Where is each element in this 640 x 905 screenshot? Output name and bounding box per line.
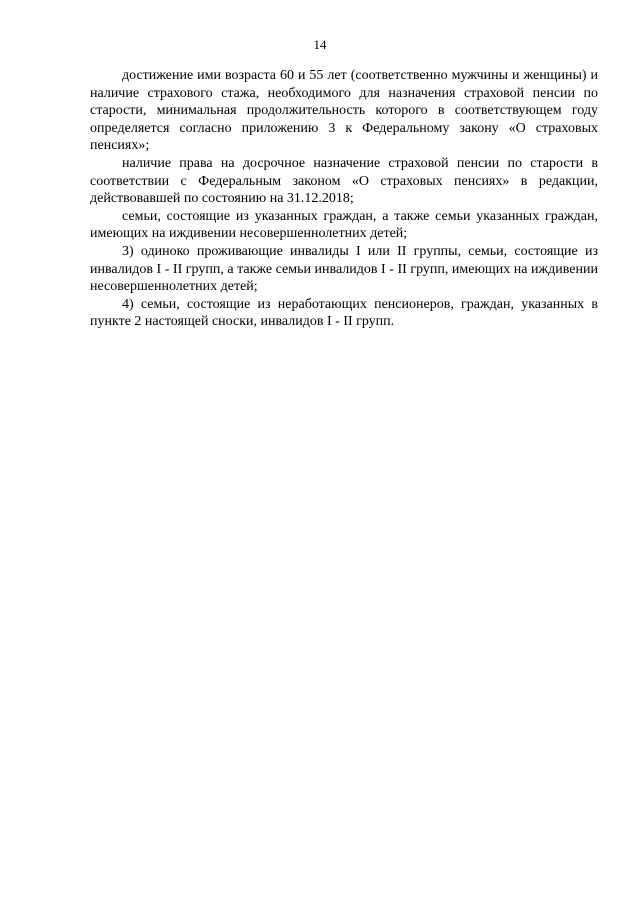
paragraph-age-and-insurance-record: достижение ими возраста 60 и 55 лет (соответственно мужчины и женщины) и наличие страхового стажа, необходимого для назначения страховой пенсии по старости, минимальная продолжительность которого в соответствующем году определяется согласно приложению 3 к Федеральному закону «О страховых пенсиях»; [90, 68, 598, 154]
paragraph-item-4-pensioner-families: 4) семьи, состоящие из неработающих пенсионеров, граждан, указанных в пункте 2 настоящей сноски, инвалидов I - II групп. [90, 296, 598, 330]
paragraph-item-3-disabled: 3) одиноко проживающие инвалиды I или II группы, семьи, состоящие из инвалидов I - II групп, а также семьи инвалидов I - II групп, имеющих на иждивении несовершеннолетних детей; [90, 243, 598, 295]
paragraph-early-pension-right: наличие права на досрочное назначение страховой пенсии по старости в соответствии с Федеральным законом «О страховых пенсиях» в редакции, действовавшей по состоянию на 31.12.2018; [90, 155, 598, 207]
paragraph-families-of-citizens: семьи, состоящие из указанных граждан, а также семьи указанных граждан, имеющих на иждивении несовершеннолетних детей; [90, 208, 598, 242]
page-number: 14 [313, 37, 327, 52]
document-body [90, 67, 598, 331]
